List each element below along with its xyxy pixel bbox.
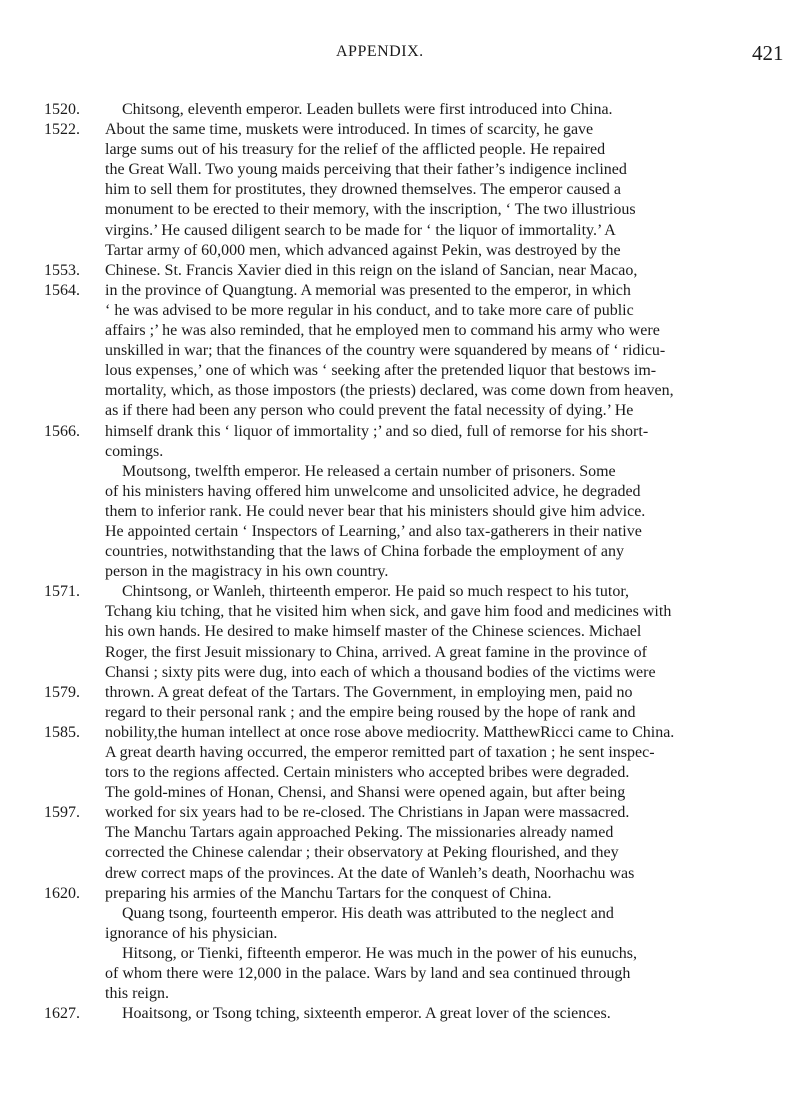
line-text: Moutsong, twelfth emperor. He released a certain number of prisoners. Some <box>122 462 616 480</box>
text-line <box>0 602 800 622</box>
line-text: large sums out of his treasury for the relief of the afflicted people. He repaired <box>105 141 606 159</box>
line-text: nobility,the human intellect at once rose above mediocrity. MatthewRicci came to China. <box>105 723 675 741</box>
line-text: his own hands. He desired to make himself master of the Chinese sciences. Michael <box>105 623 642 641</box>
text-line <box>0 341 800 361</box>
year-marginal: 1564. <box>44 281 80 299</box>
line-text: as if there had been any person who could prevent the fatal necessity of dying.’ He <box>105 402 634 420</box>
line-text: lous expenses,’ one of which was ‘ seeking after the pretended liquor that bestows im- <box>105 362 657 380</box>
text-line <box>0 582 800 602</box>
line-text: Tchang kiu tching, that he visited him when sick, and gave him food and medicines with <box>105 603 672 621</box>
line-text: monument to be erected to their memory, with the inscription, ‘ The two illustrious <box>105 201 636 219</box>
line-text: Chansi ; sixty pits were dug, into each of which a thousand bodies of the victims were <box>105 663 656 681</box>
line-text: regard to their personal rank ; and the empire being roused by the hope of rank and <box>105 703 636 721</box>
text-line <box>0 944 800 964</box>
line-text: mortality, which, as those impostors (the priests) declared, was come down from heaven, <box>105 382 674 400</box>
line-text: comings. <box>105 442 164 460</box>
text-line <box>0 703 800 723</box>
text-line <box>0 361 800 381</box>
line-text: drew correct maps of the provinces. At the date of Wanleh’s death, Noorhachu was <box>105 864 635 882</box>
text-line <box>0 622 800 642</box>
text-body <box>0 100 800 1024</box>
line-text: ignorance of his physician. <box>105 924 278 942</box>
text-line <box>0 422 800 442</box>
line-text: worked for six years had to be re-closed. The Christians in Japan were massacred. <box>105 804 630 822</box>
text-line <box>0 301 800 321</box>
running-title: APPENDIX. <box>336 43 424 60</box>
line-text: The Manchu Tartars again approached Peking. The missionaries already named <box>105 824 614 842</box>
line-text: in the province of Quangtung. A memorial was presented to the emperor, in which <box>105 281 631 299</box>
text-line <box>0 100 800 120</box>
line-text: thrown. A great defeat of the Tartars. The Government, in employing men, paid no <box>105 683 633 701</box>
year-marginal: 1597. <box>44 804 80 822</box>
line-text: the Great Wall. Two young maids perceiving that their father’s indigence inclined <box>105 161 627 179</box>
text-line <box>0 381 800 401</box>
line-text: of his ministers having offered him unwelcome and unsolicited advice, he degraded <box>105 482 641 500</box>
text-line <box>0 783 800 803</box>
text-line <box>0 321 800 341</box>
year-marginal: 1522. <box>44 121 80 139</box>
running-head <box>0 43 800 67</box>
text-line <box>0 160 800 180</box>
text-line <box>0 723 800 743</box>
line-text: himself drank this ‘ liquor of immortality ;’ and so died, full of remorse for his short- <box>105 422 649 440</box>
text-line <box>0 984 800 1004</box>
line-text: Chintsong, or Wanleh, thirteenth emperor. He paid so much respect to his tutor, <box>122 583 630 601</box>
line-text: The gold-mines of Honan, Chensi, and Shansi were opened again, but after being <box>105 784 626 802</box>
year-marginal: 1571. <box>44 583 80 601</box>
line-text: Chitsong, eleventh emperor. Leaden bullets were first introduced into China. <box>122 101 613 118</box>
text-line <box>0 482 800 502</box>
line-text: this reign. <box>105 985 169 1003</box>
line-text: Chinese. St. Francis Xavier died in this reign on the island of Sancian, near Macao, <box>105 261 638 279</box>
line-text: tors to the regions affected. Certain ministers who accepted bribes were degraded. <box>105 764 630 782</box>
line-text: About the same time, muskets were introduced. In times of scarcity, he gave <box>105 121 594 139</box>
text-line <box>0 502 800 522</box>
line-text: A great dearth having occurred, the emperor remitted part of taxation ; he sent inspec- <box>105 744 655 761</box>
text-line <box>0 663 800 683</box>
text-line <box>0 803 800 823</box>
year-marginal: 1585. <box>44 723 80 741</box>
text-line <box>0 643 800 663</box>
page-number: 421 <box>752 41 784 65</box>
text-line <box>0 924 800 944</box>
text-line <box>0 442 800 462</box>
text-line <box>0 904 800 924</box>
line-text: person in the magistracy in his own country. <box>105 563 389 581</box>
text-line <box>0 462 800 482</box>
text-line <box>0 120 800 140</box>
line-text: them to inferior rank. He could never bear that his ministers should give him advice. <box>105 502 646 520</box>
text-line <box>0 221 800 241</box>
text-line <box>0 884 800 904</box>
text-line <box>0 140 800 160</box>
line-text: preparing his armies of the Manchu Tartars for the conquest of China. <box>105 884 552 902</box>
line-text: Tartar army of 60,000 men, which advanced against Pekin, was destroyed by the <box>105 241 621 259</box>
line-text: Quang tsong, fourteenth emperor. His death was attributed to the neglect and <box>122 904 614 922</box>
year-marginal: 1627. <box>44 1005 80 1023</box>
text-line <box>0 241 800 261</box>
line-text: affairs ;’ he was also reminded, that he employed men to command his army who were <box>105 322 660 340</box>
line-text: He appointed certain ‘ Inspectors of Learning,’ and also tax-gatherers in their native <box>105 522 642 540</box>
text-line <box>0 743 800 763</box>
text-line <box>0 562 800 582</box>
year-marginal: 1566. <box>44 422 80 440</box>
line-text: unskilled in war; that the finances of the country were squandered by means of ‘ ridicu- <box>105 342 666 360</box>
text-line <box>0 281 800 301</box>
text-line <box>0 763 800 783</box>
line-text: Roger, the first Jesuit missionary to China, arrived. A great famine in the province of <box>105 643 647 661</box>
text-line <box>0 542 800 562</box>
text-line <box>0 180 800 200</box>
year-marginal: 1620. <box>44 884 80 902</box>
line-text: ‘ he was advised to be more regular in his conduct, and to take more care of public <box>105 301 634 319</box>
text-line <box>0 261 800 281</box>
line-text: virgins.’ He caused diligent search to be made for ‘ the liquor of immortality.’ A <box>105 221 616 239</box>
text-line <box>0 964 800 984</box>
text-line <box>0 823 800 843</box>
line-text: of whom there were 12,000 in the palace. Wars by land and sea continued through <box>105 965 631 983</box>
year-marginal: 1579. <box>44 683 80 701</box>
text-line <box>0 401 800 421</box>
line-text: countries, notwithstanding that the laws of China forbade the employment of any <box>105 543 624 561</box>
text-line <box>0 522 800 542</box>
text-line <box>0 683 800 703</box>
text-line <box>0 843 800 863</box>
text-line <box>0 864 800 884</box>
text-line <box>0 1004 800 1024</box>
text-line <box>0 200 800 220</box>
year-marginal: 1553. <box>44 261 80 279</box>
line-text: Hitsong, or Tienki, fifteenth emperor. He was much in the power of his eunuchs, <box>122 944 638 962</box>
line-text: corrected the Chinese calendar ; their observatory at Peking flourished, and they <box>105 844 619 862</box>
line-text: him to sell them for prostitutes, they drowned themselves. The emperor caused a <box>105 181 622 199</box>
year-marginal: 1520. <box>44 101 80 118</box>
line-text: Hoaitsong, or Tsong tching, sixteenth emperor. A great lover of the sciences. <box>122 1005 611 1023</box>
